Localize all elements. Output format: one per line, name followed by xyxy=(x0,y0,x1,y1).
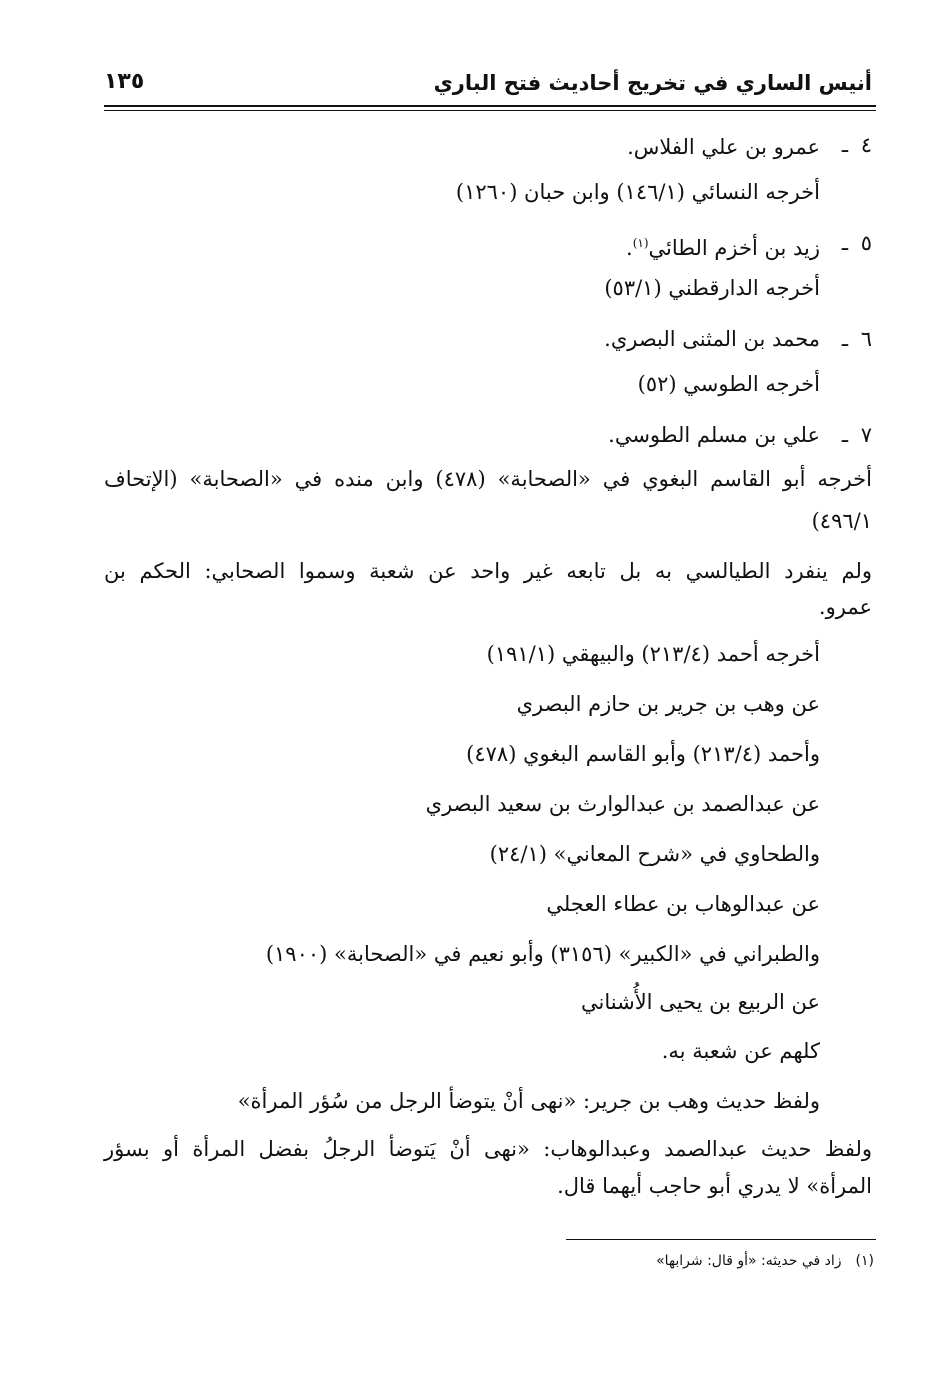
paragraph-line: أخرجه أبو القاسم البغوي في «الصحابة» (٤٧٨) وابن منده في «الصحابة» (الإتحاف xyxy=(104,467,872,491)
text-line: أخرجه أحمد (٢١٣/٤) والبيهقي (١٩١/١) xyxy=(486,642,820,666)
text-line: عن عبدالوهاب بن عطاء العجلي xyxy=(546,892,820,916)
text-line: وأحمد (٢١٣/٤) وأبو القاسم البغوي (٤٧٨) xyxy=(466,742,820,766)
entry-dash: ـ xyxy=(841,231,848,255)
entry-number: ٤ xyxy=(860,133,872,157)
entry-name xyxy=(626,229,820,262)
text-line: والطحاوي في «شرح المعاني» (٢٤/١) xyxy=(489,842,820,866)
text-line: عن عبدالصمد بن عبدالوارث بن سعيد البصري xyxy=(425,792,820,816)
paragraph-line: ولم ينفرد الطيالسي به بل تابعه غير واحد عن شعبة وسموا الصحابي: الحكم بن xyxy=(104,559,872,583)
entry-number: ٥ xyxy=(860,231,872,255)
paragraph-line: ٤٩٦/١) xyxy=(811,509,872,533)
header-rule-thin xyxy=(104,110,876,111)
entry-name: علي بن مسلم الطوسي. xyxy=(608,423,820,447)
text-line: والطبراني في «الكبير» (٣١٥٦) وأبو نعيم في «الصحابة» (١٩٠٠) xyxy=(265,942,820,966)
paragraph-line: عمرو. xyxy=(818,595,872,619)
text-line: ولفظ حديث وهب بن جرير: «نهى أنْ يتوضأ الرجل من سُؤر المرأة» xyxy=(237,1089,820,1113)
text-line: عن الربيع بن يحيى الأُشناني xyxy=(581,990,820,1014)
running-header-title: أنيس الساري في تخريج أحاديث فتح الباري xyxy=(433,71,872,95)
entry-number: ٦ xyxy=(860,327,872,351)
footnote xyxy=(656,1250,874,1272)
paragraph-line: ولفظ حديث عبدالصمد وعبدالوهاب: «نهى أنْ يَتوضأ الرجلُ بفضل المرأة أو بسؤر xyxy=(104,1137,872,1161)
entry-source: أخرجه الطوسي (٥٢) xyxy=(637,372,820,396)
entry-name-end: . xyxy=(626,236,633,260)
entry-name-text: زيد بن أخزم الطائي xyxy=(648,236,820,260)
paragraph-line: المرأة» لا يدري أبو حاجب أيهما قال. xyxy=(557,1174,872,1198)
page-number: ١٣٥ xyxy=(104,69,145,94)
entry-number: ٧ xyxy=(860,423,872,447)
text-line: عن وهب بن جرير بن حازم البصري xyxy=(516,692,820,716)
entry-dash: ـ xyxy=(841,423,848,447)
footnote-marker: (١) xyxy=(855,1253,874,1269)
entry-name: عمرو بن علي الفلاس. xyxy=(627,135,820,159)
entry-source: أخرجه النسائي (١٤٦/١) وابن حبان (١٢٦٠) xyxy=(455,180,820,204)
entry-dash: ـ xyxy=(841,133,848,157)
entry-dash: ـ xyxy=(841,327,848,351)
footnote-reference: (١) xyxy=(632,236,649,250)
footnote-text: زاد في حديثه: «أو قال: شرابها» xyxy=(656,1253,842,1269)
entry-name: محمد بن المثنى البصري. xyxy=(604,327,820,351)
text-line: كلهم عن شعبة به. xyxy=(661,1039,820,1063)
footnote-separator xyxy=(566,1239,876,1240)
header-rule-thick xyxy=(104,105,876,107)
entry-source: أخرجه الدارقطني (٥٣/١) xyxy=(604,276,820,300)
